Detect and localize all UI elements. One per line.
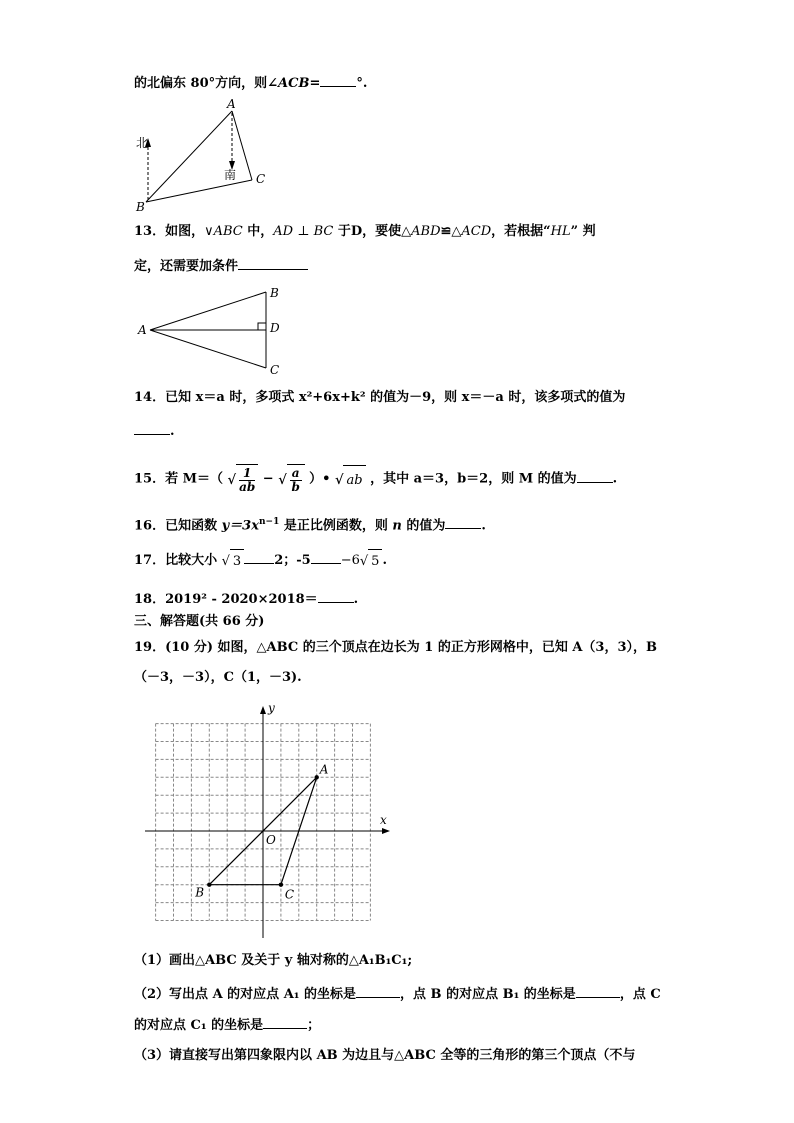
q13-rule: ，若根据“ bbox=[491, 224, 551, 239]
q13-abd: ABD bbox=[411, 224, 441, 239]
q16-n: n bbox=[392, 518, 402, 534]
q15-sqrt2: √ $\frac{a}{b}$ bbox=[278, 464, 304, 494]
q18-text: 18．2019² ‑ 2020×2018＝ bbox=[134, 592, 318, 607]
q12-blank[interactable] bbox=[320, 72, 356, 87]
origin-label: O bbox=[266, 833, 276, 847]
q17-r5: 5 bbox=[368, 549, 382, 572]
q12-post: °. bbox=[356, 76, 368, 91]
q12-line bbox=[134, 72, 367, 94]
q15-sqab: ab bbox=[343, 465, 365, 494]
fig13-label-c: C bbox=[270, 363, 280, 377]
q17-pre: 17．比较大小 bbox=[134, 553, 222, 568]
fig13-label-a: A bbox=[138, 323, 147, 337]
q15-post2: ，其中 a＝3，b＝2，则 M 的值为 bbox=[370, 471, 577, 487]
q15-post1: ）• bbox=[309, 471, 331, 487]
sub2-c: ，点 C bbox=[619, 987, 661, 1002]
sub1-line: （1）画出△ABC 及关于 y 轴对称的△A₁B₁C₁; bbox=[134, 953, 413, 968]
q18-line: 18．2019² ‑ 2020×2018＝ . bbox=[134, 588, 358, 610]
q13-tri: ∨ABC bbox=[204, 224, 243, 239]
q17-mid: 2；-5 bbox=[274, 553, 311, 568]
sub2-e: ； bbox=[307, 1018, 321, 1033]
q13-blank[interactable] bbox=[238, 255, 308, 270]
q14-blank[interactable] bbox=[134, 420, 170, 435]
sub2-blank3[interactable] bbox=[263, 1014, 307, 1029]
q13-num: 13．如图， bbox=[134, 224, 205, 239]
q15-sqrt1: √ $\frac{1}{ab}$ bbox=[228, 464, 259, 494]
q13-text2: 定，还需要加条件 bbox=[134, 259, 239, 274]
q15-a: a bbox=[291, 466, 300, 480]
fig12-compass-triangle bbox=[130, 95, 280, 215]
sub2-line2 bbox=[134, 1014, 320, 1036]
sub2-d: 的对应点 C₁ 的坐标是 bbox=[134, 1018, 264, 1033]
q16-exp: n−1 bbox=[258, 517, 280, 527]
q15-minus: − bbox=[262, 471, 274, 487]
sub2-b: ，点 B 的对应点 B₁ 的坐标是 bbox=[400, 987, 576, 1002]
coordinate-grid bbox=[140, 700, 400, 940]
fig13-label-b: B bbox=[270, 286, 279, 300]
sub2-line1 bbox=[134, 983, 661, 1005]
q12-angle: ACB bbox=[278, 76, 310, 91]
q18-blank[interactable] bbox=[318, 588, 354, 603]
point-label-c: C bbox=[284, 887, 295, 902]
q16-post2: 的值为 bbox=[401, 518, 446, 534]
point-label-b: B bbox=[195, 885, 205, 900]
q17-m6: −6 bbox=[340, 553, 360, 568]
fig13-label-d: D bbox=[270, 321, 280, 335]
vertex-b bbox=[207, 883, 211, 887]
q17-sqrt5: √ 5 bbox=[360, 549, 383, 572]
q13-hl: HL bbox=[550, 224, 571, 239]
q13-line2 bbox=[134, 255, 308, 277]
q16-pre: 16．已知函数 bbox=[134, 518, 222, 534]
q17-sqrt3: √ 3 bbox=[222, 549, 245, 572]
q14-line1 bbox=[134, 388, 625, 408]
q17-blank2[interactable] bbox=[311, 549, 341, 564]
point-label-a: A bbox=[319, 762, 329, 777]
q13-line1 bbox=[134, 222, 596, 242]
q17-r3: 3 bbox=[230, 549, 244, 572]
fig12-north: 北 bbox=[136, 136, 149, 150]
q16-blank[interactable] bbox=[445, 514, 481, 529]
q14-line2: . bbox=[134, 420, 175, 442]
q17-blank1[interactable] bbox=[244, 549, 274, 564]
q19-line1: 19．(10 分) 如图，△ABC 的三个顶点在边长为 1 的正方形网格中，已知 A（3，3），B bbox=[134, 640, 658, 655]
q16-post: 是正比例函数，则 bbox=[279, 518, 393, 534]
q13-rule2: ” 判 bbox=[570, 224, 596, 239]
vertex-c bbox=[279, 883, 283, 887]
q13-acd: ACD bbox=[461, 224, 492, 239]
sub2-a: （2）写出点 A 的对应点 A₁ 的坐标是 bbox=[134, 987, 357, 1002]
q19-line2: （－3，－3），C（1，－3). bbox=[134, 670, 302, 685]
q12-eq: = bbox=[309, 76, 321, 91]
q15-line: 15．若 M＝（ √ $\frac{1}{ab}$ − √ $\frac{a}{b}$ ）• √ ab ，其中 a＝3，b＝2，则 M 的值为 . bbox=[134, 466, 618, 494]
q15-pre: 15．若 M＝（ bbox=[134, 471, 224, 487]
q15-one: 1 bbox=[239, 467, 255, 481]
sub2-blank1[interactable] bbox=[356, 983, 400, 998]
q13-yu: 于D，要使△ bbox=[333, 224, 412, 239]
q15-ab: ab bbox=[239, 480, 256, 494]
q15-sqrt3: √ ab bbox=[335, 465, 366, 494]
fig12-label-c: C bbox=[256, 172, 266, 186]
q13-zhong: 中， bbox=[242, 224, 274, 239]
fig12-label-a: A bbox=[227, 97, 236, 111]
q15-blank[interactable] bbox=[577, 468, 613, 483]
q12-text: 的北偏东 80°方向，则∠ bbox=[134, 76, 279, 91]
fig12-label-b: B bbox=[136, 200, 145, 214]
sub2-blank2[interactable] bbox=[576, 983, 620, 998]
fig12-south: 南 bbox=[224, 168, 237, 182]
section3-heading: 三、解答题(共 66 分) bbox=[134, 614, 265, 629]
fig13-triangle bbox=[134, 282, 294, 378]
axis-label-x: x bbox=[380, 813, 387, 827]
q16-line: 16．已知函数 $y=3x^{n-1}$ 是正比例函数，则 n 的值为 . bbox=[134, 512, 486, 536]
q16-fn: y＝3x bbox=[221, 518, 259, 534]
q13-cong: ≌△ bbox=[440, 224, 462, 239]
q14-text: 14．已知 x＝a 时，多项式 x²+6x+k² 的值为－9，则 x＝－a 时，该多项式的值为 bbox=[134, 390, 626, 405]
vertex-a bbox=[315, 775, 319, 779]
q17-line: 17．比较大小 √ 3 2；-5 −6√ 5 . bbox=[134, 549, 387, 572]
axis-label-y: y bbox=[268, 701, 275, 715]
q15-b: b bbox=[291, 480, 300, 494]
q13-perp: AD ⊥ BC bbox=[273, 224, 334, 239]
sub3-line: （3）请直接写出第四象限内以 AB 为边且与△ABC 全等的三角形的第三个顶点（不与 bbox=[134, 1048, 636, 1063]
